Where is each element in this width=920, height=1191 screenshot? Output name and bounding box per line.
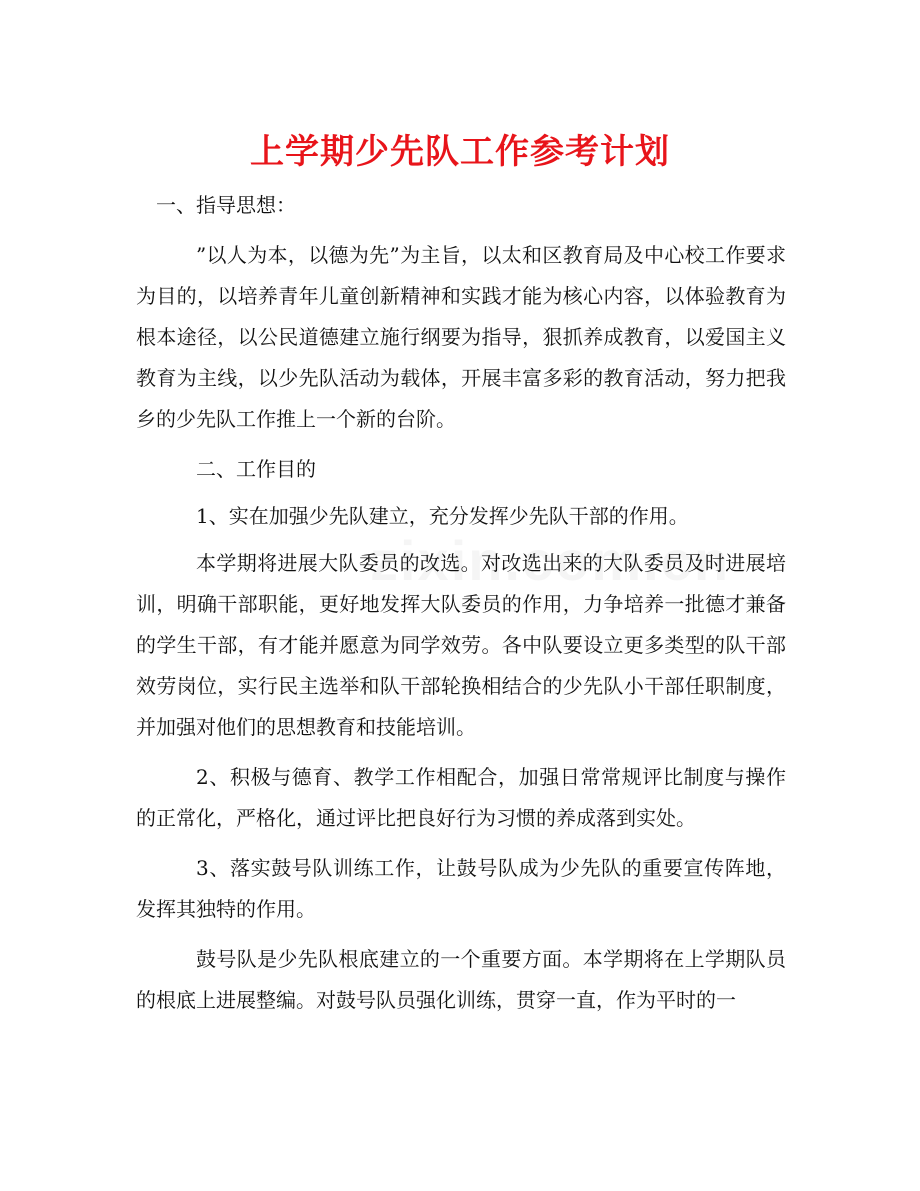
paragraph-item-2: 2、积极与德育、教学工作相配合，加强日常常规评比制度与操作的正常化，严格化，通过评比把良好行为习惯的养成落到实处。 xyxy=(136,765,786,830)
section-heading-guiding-ideology: 一、指导思想： xyxy=(156,193,296,217)
paragraph-item-3: 3、落实鼓号队训练工作，让鼓号队成为少先队的重要宣传阵地，发挥其独特的作用。 xyxy=(136,856,786,921)
section-heading-work-goals: 二、工作目的 xyxy=(196,457,316,481)
paragraph-team-committee: 本学期将进展大队委员的改选。对改选出来的大队委员及时进展培训，明确干部职能，更好地发挥大队委员的作用，力争培养一批德才兼备的学生干部，有才能并愿意为同学效劳。各中队要设立更多类型的队干部效劳岗位，实行民主选举和队干部轮换相结合的少先队小干部任职制度，并加强对他们的思想教育和技能培训。 xyxy=(136,551,786,739)
paragraph-item-1: 1、实在加强少先队建立，充分发挥少先队干部的作用。 xyxy=(196,504,689,528)
document-title: 上学期少先队工作参考计划 xyxy=(250,132,670,172)
paragraph-drum-team: 鼓号队是少先队根底建立的一个重要方面。本学期将在上学期队员的根底上进展整编。对鼓号队员强化训练，贯穿一直，作为平时的一 xyxy=(136,947,786,1012)
paragraph-guiding-ideology: ”以人为本，以德为先”为主旨，以太和区教育局及中心校工作要求为目的，以培养青年儿童创新精神和实践才能为核心内容，以体验教育为根本途径，以公民道德建立施行纲要为指导，狠抓养成教育，以爱国主义教育为主线，以少先队活动为载体，开展丰富多彩的教育活动，努力把我乡的少先队工作推上一个新的台阶。 xyxy=(136,243,786,431)
document-body xyxy=(136,185,786,1021)
